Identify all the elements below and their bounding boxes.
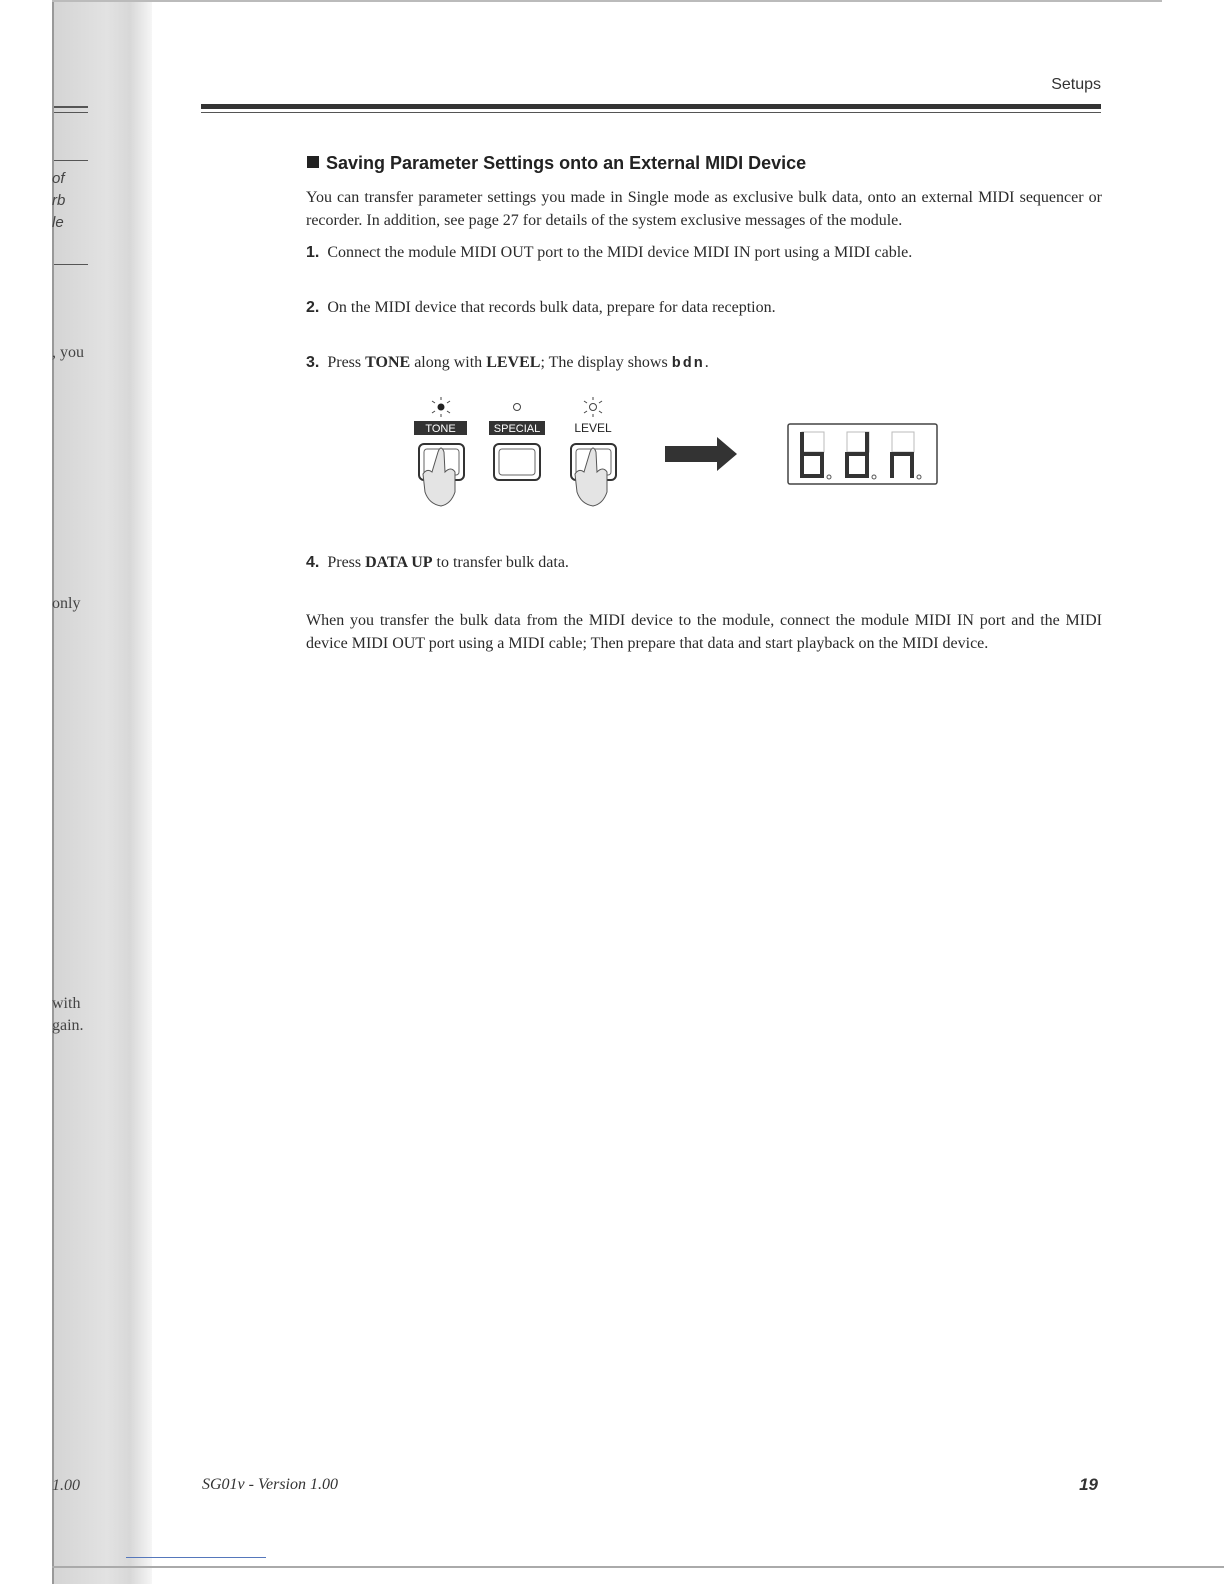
special-led-icon	[514, 404, 521, 411]
step-text: along with	[410, 354, 487, 371]
step-text: Press	[327, 554, 366, 571]
prev-page-text: 1.00	[52, 1477, 80, 1494]
button-press-figure	[405, 392, 945, 517]
prev-page-rule	[54, 264, 88, 265]
step-text: Connect the module MIDI OUT port to the MIDI device MIDI IN port using a MIDI cable.	[327, 244, 913, 261]
step-3	[306, 354, 709, 372]
led-display	[788, 424, 937, 484]
tone-label: TONE	[425, 423, 456, 435]
header-rule	[201, 104, 1101, 109]
prev-page-rule	[54, 160, 88, 161]
bullet-square-icon	[307, 156, 319, 168]
footer-version: SG01v - Version 1.00	[202, 1476, 338, 1493]
prev-page-text: le	[52, 214, 64, 231]
arrow-right-icon	[665, 437, 737, 471]
intro-paragraph: You can transfer parameter settings you made in Single mode as exclusive bulk data, onto an external MIDI sequencer or recorder. In addition, see page 27 for details of the system exclusive messages of the module.	[306, 189, 1102, 229]
display-readout: bdn	[671, 355, 705, 372]
special-label: SPECIAL	[493, 423, 541, 435]
running-head: Setups	[1051, 76, 1101, 93]
prev-page-text: rb	[52, 192, 66, 209]
level-led-icon	[584, 397, 602, 417]
top-edge	[52, 0, 1162, 2]
tone-led-icon	[432, 397, 450, 417]
prev-page-rule	[54, 106, 88, 108]
prev-page-text: only	[52, 595, 81, 612]
step-1	[306, 244, 912, 262]
button-name: TONE	[365, 354, 411, 371]
step-text: to transfer bulk data.	[432, 554, 569, 571]
prev-page-text: with	[52, 995, 81, 1012]
step-number: 2.	[306, 299, 320, 316]
level-label: LEVEL	[574, 421, 612, 435]
step-text: Press	[327, 354, 366, 371]
step-text: On the MIDI device that records bulk data, prepare for data reception.	[327, 299, 776, 316]
step-number: 4.	[306, 554, 320, 571]
section-title: Saving Parameter Settings onto an External MIDI Device	[326, 153, 807, 173]
bottom-edge	[52, 1566, 1224, 1568]
outro-paragraph: When you transfer the bulk data from the MIDI device to the module, connect the module MIDI IN port and the MIDI device MIDI OUT port using a MIDI cable; Then prepare that data and start playback on the MIDI device.	[306, 612, 1102, 652]
page-margin	[0, 0, 52, 1584]
binding-shadow	[52, 0, 152, 1584]
prev-page-text: , you	[52, 344, 84, 361]
page-number: 19	[1079, 1475, 1098, 1494]
button-name: LEVEL	[486, 354, 541, 371]
prev-page-text: gain.	[52, 1017, 84, 1034]
step-number: 3.	[306, 354, 320, 371]
section-heading	[307, 153, 806, 174]
prev-page-rule	[54, 112, 88, 113]
bottom-link-line	[126, 1557, 266, 1558]
step-4	[306, 554, 569, 572]
special-button	[494, 444, 540, 480]
prev-page-text: of	[52, 170, 65, 187]
page-edge	[52, 0, 54, 1584]
step-number: 1.	[306, 244, 320, 261]
header-rule-thin	[201, 112, 1101, 113]
step-text: .	[704, 354, 709, 371]
step-text: ; The display shows	[540, 354, 672, 371]
button-name: DATA UP	[365, 554, 433, 571]
step-2	[306, 299, 776, 317]
